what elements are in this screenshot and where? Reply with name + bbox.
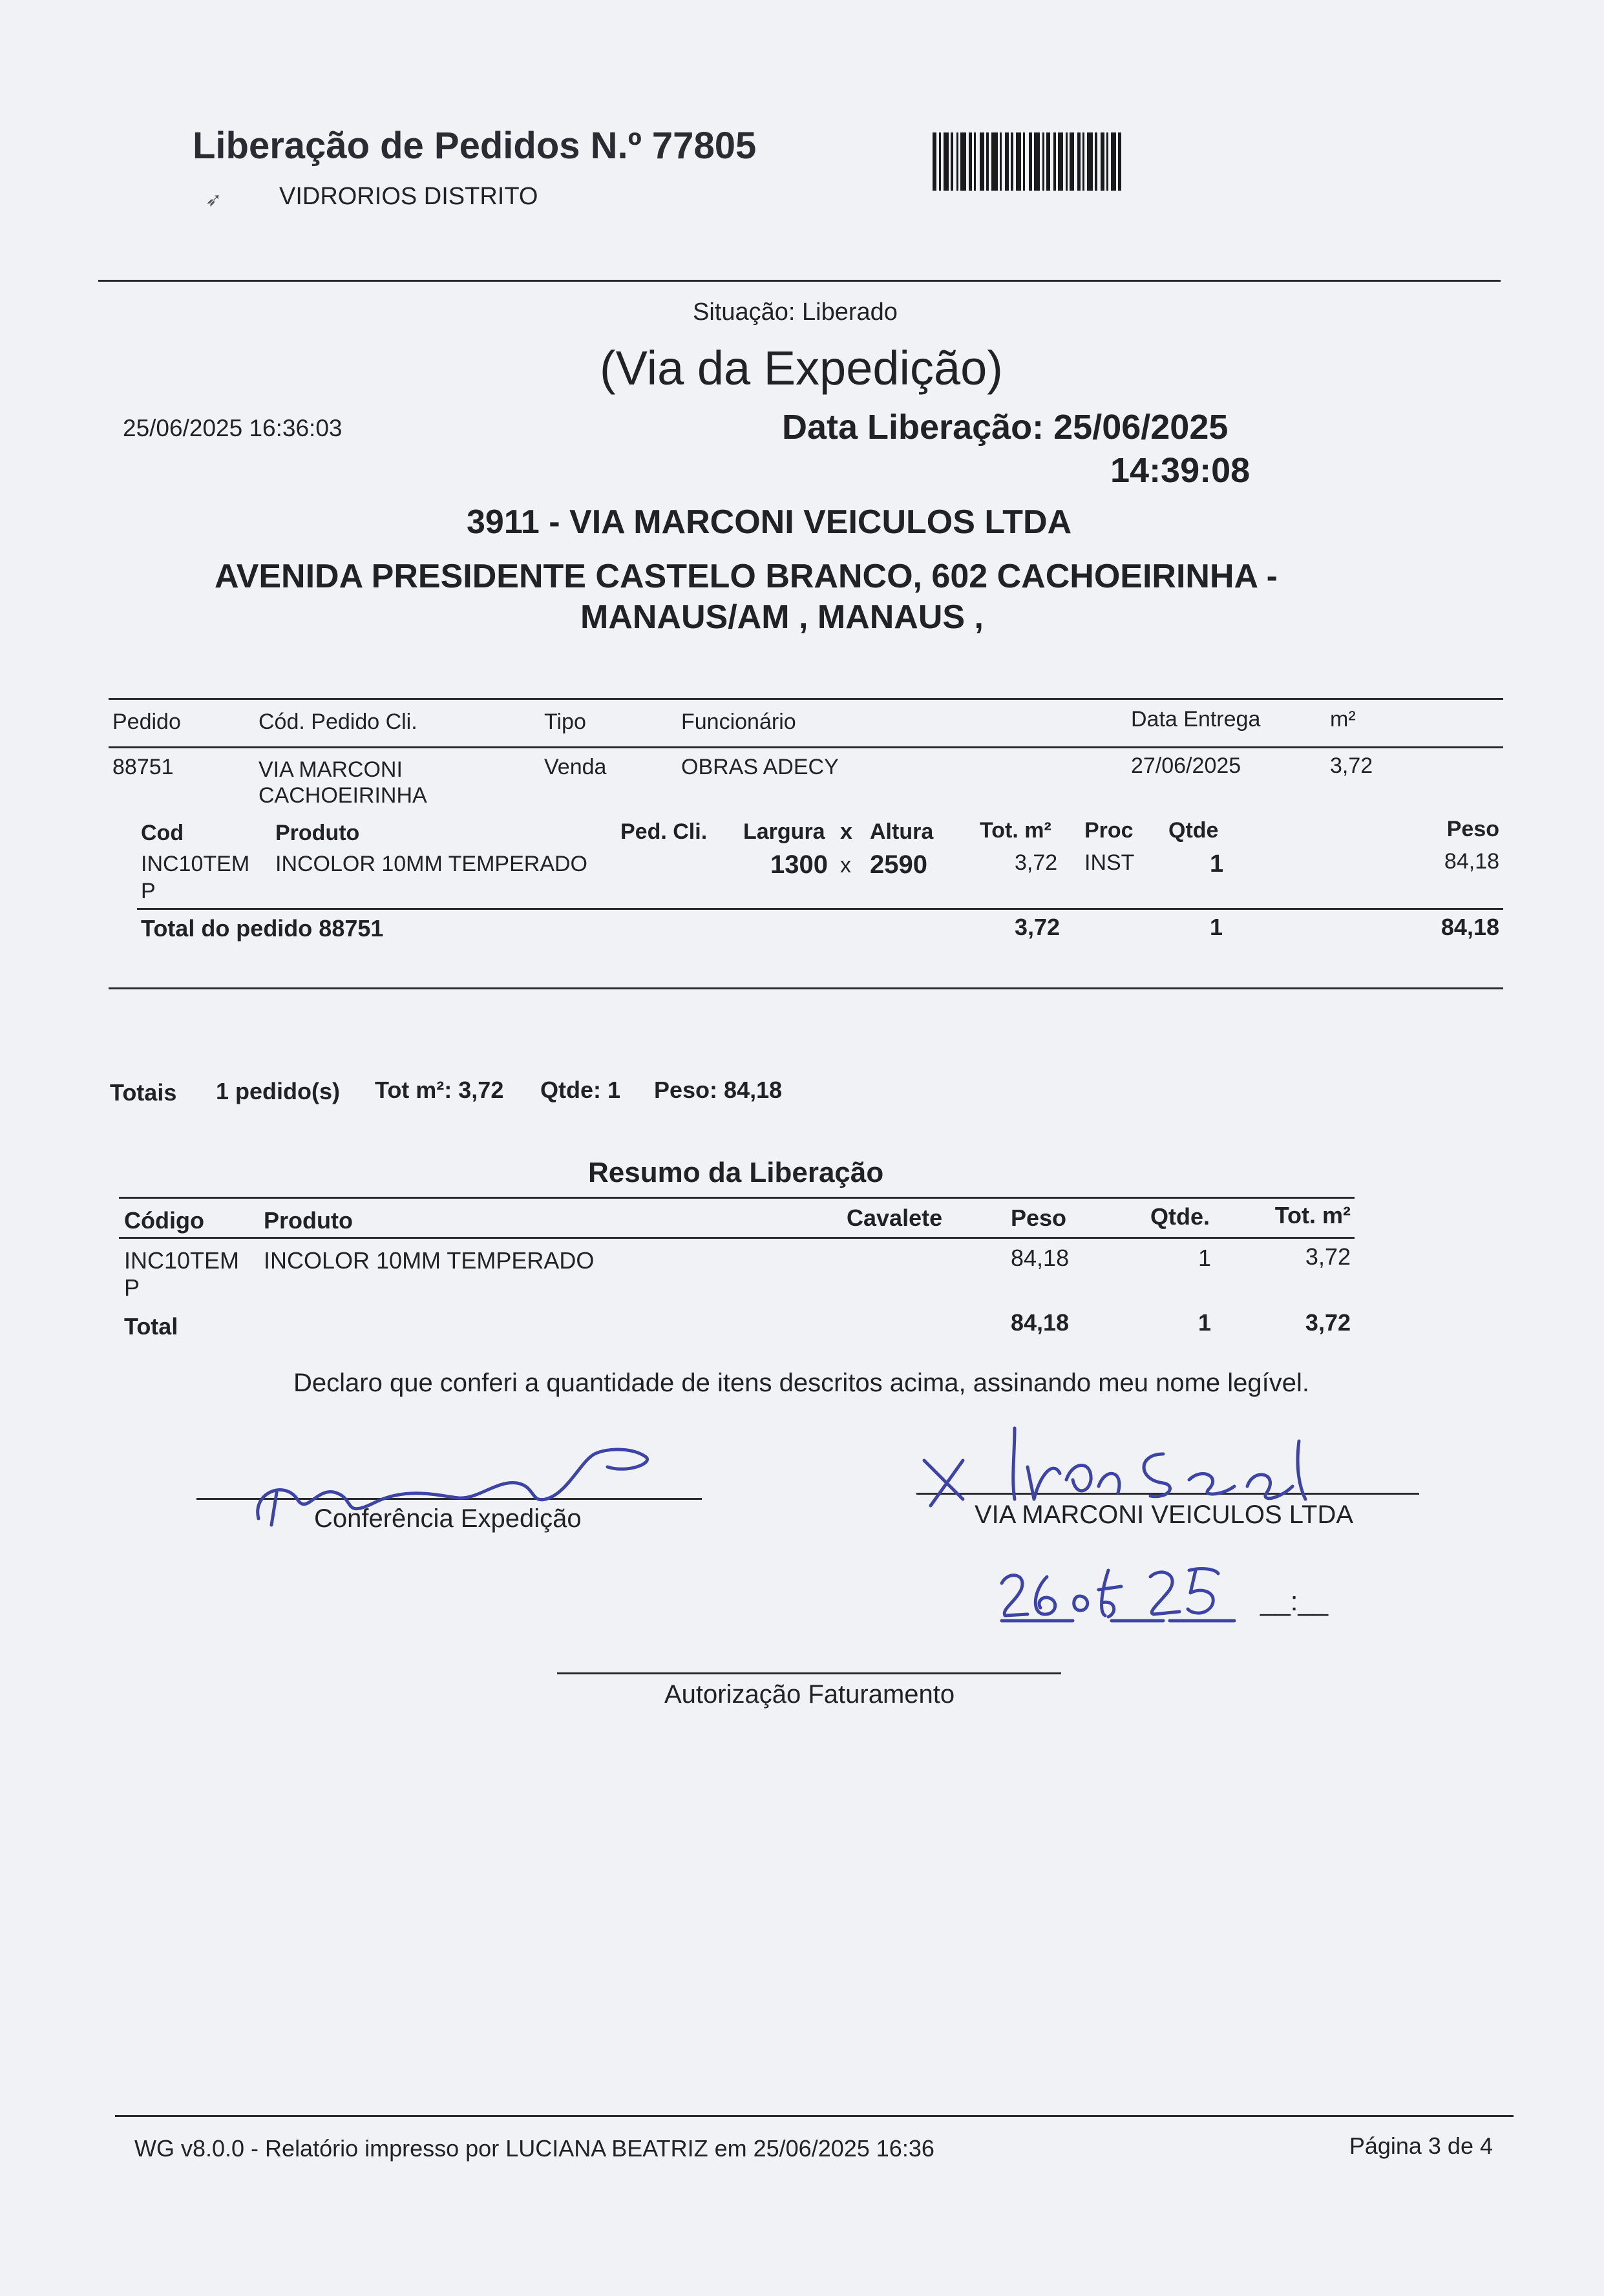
client-handwritten-signature [918,1415,1383,1512]
header-rule [98,280,1501,282]
order-data-entrega: 27/06/2025 [1131,753,1241,778]
resumo-total-qtde: 1 [1198,1309,1212,1336]
item-header-proc: Proc [1084,818,1134,843]
col-header-funcionario: Funcionário [681,710,796,734]
resumo-top-rule [119,1197,1355,1199]
order-total-m2: 3,72 [1015,914,1061,940]
col-header-m2: m² [1330,707,1356,732]
item-header-ped-cli: Ped. Cli. [620,819,708,844]
client-address-line1: AVENIDA PRESIDENTE CASTELO BRANCO, 602 CACHOEIRINHA - [215,558,1278,595]
col-header-tipo: Tipo [544,710,586,734]
order-table-top-rule [109,698,1503,700]
resumo-tot-m2: 3,72 [1305,1243,1351,1270]
resumo-header-produto: Produto [264,1207,353,1234]
company-name: VIDRORIOS DISTRITO [279,183,538,210]
client-signature-label: VIA MARCONI VEICULOS LTDA [975,1501,1354,1529]
handwritten-date [995,1557,1280,1628]
order-total-peso: 84,18 [1440,914,1499,940]
item-cod-line1: INC10TEM [141,852,250,876]
footer-printed-by: WG v8.0.0 - Relatório impresso por LUCIANA BEATRIZ em 25/06/2025 16:36 [134,2135,934,2162]
totals-label: Totais [110,1079,177,1106]
autorizacao-signature-line [557,1672,1061,1674]
item-tot-m2: 3,72 [1015,850,1058,875]
footer-page-number: Página 3 de 4 [1349,2133,1493,2159]
item-altura: 2590 [870,850,927,879]
resumo-codigo-line1: INC10TEM [124,1247,240,1274]
item-largura: 1300 [770,850,828,879]
col-header-data-entrega: Data Entrega [1131,707,1261,732]
situacao: Situação: Liberado [693,299,898,326]
order-total-qtde: 1 [1210,914,1223,940]
barcode [933,132,1178,191]
item-header-qtde: Qtde [1168,818,1219,843]
totals-qtde: Qtde: 1 [540,1077,621,1103]
item-cod-line2: P [141,879,156,903]
conferencia-handwritten-signature [246,1422,659,1538]
resumo-title: Resumo da Liberação [588,1157,884,1188]
item-peso: 84,18 [1444,849,1499,874]
conferencia-label: Conferência Expedição [314,1504,582,1533]
order-table-bottom-rule [109,987,1503,989]
resumo-header-qtde: Qtde. [1150,1203,1210,1230]
item-produto: INCOLOR 10MM TEMPERADO [275,852,588,876]
resumo-peso: 84,18 [1011,1245,1070,1271]
resumo-total-label: Total [124,1313,178,1340]
item-header-largura: Largura [743,819,825,844]
resumo-total-peso: 84,18 [1011,1309,1070,1336]
item-header-x: x [840,819,852,844]
item-header-peso: Peso [1446,817,1499,841]
col-header-cod-pedido-cli: Cód. Pedido Cli. [259,710,417,734]
via-label: (Via da Expedição) [600,341,1003,395]
order-funcionario: OBRAS ADECY [681,755,839,779]
item-header-tot-m2: Tot. m² [980,818,1051,843]
client-address-line2: MANAUS/AM , MANAUS , [580,598,984,636]
item-header-produto: Produto [275,821,360,845]
totals-pedidos: 1 pedido(s) [216,1078,341,1104]
resumo-header-peso: Peso [1011,1205,1067,1231]
footer-rule [115,2115,1514,2117]
order-total-rule [137,908,1503,910]
resumo-produto: INCOLOR 10MM TEMPERADO [264,1247,595,1274]
report-title: Liberação de Pedidos N.º 77805 [193,125,757,167]
resumo-qtde: 1 [1198,1245,1212,1271]
print-datetime: 25/06/2025 16:36:03 [123,415,343,441]
resumo-header-tot-m2: Tot. m² [1274,1202,1351,1228]
resumo-codigo-line2: P [124,1274,140,1301]
totals-peso: Peso: 84,18 [654,1077,783,1103]
order-cod-pedido-cli-line1: VIA MARCONI [259,757,403,782]
order-m2: 3,72 [1330,753,1373,778]
resumo-header-rule [119,1237,1355,1239]
client-name: 3911 - VIA MARCONI VEICULOS LTDA [467,503,1072,541]
item-header-cod: Cod [141,821,184,845]
order-table-header-rule [109,746,1503,748]
order-pedido: 88751 [112,755,174,779]
order-cod-pedido-cli-line2: CACHOEIRINHA [259,783,427,808]
order-total-label: Total do pedido 88751 [141,915,384,942]
col-header-pedido: Pedido [112,710,181,734]
time-slot: __:__ [1260,1586,1329,1616]
declaration-text: Declaro que conferi a quantidade de itens descritos acima, assinando meu nome legível. [293,1369,1310,1397]
resumo-total-tot-m2: 3,72 [1305,1309,1351,1336]
item-x: x [840,853,851,878]
data-liberacao: Data Liberação: 25/06/2025 [782,408,1229,447]
resumo-header-cavalete: Cavalete [847,1205,943,1231]
hora-liberacao: 14:39:08 [1110,451,1250,490]
item-qtde: 1 [1210,850,1224,878]
totals-tot-m2: Tot m²: 3,72 [375,1077,504,1103]
resumo-header-codigo: Código [124,1207,204,1234]
item-proc: INST [1084,850,1135,875]
autorizacao-label: Autorização Faturamento [664,1680,955,1709]
item-header-altura: Altura [870,819,934,844]
pen-mark-icon: ➶ [206,189,222,211]
order-tipo: Venda [544,755,607,779]
